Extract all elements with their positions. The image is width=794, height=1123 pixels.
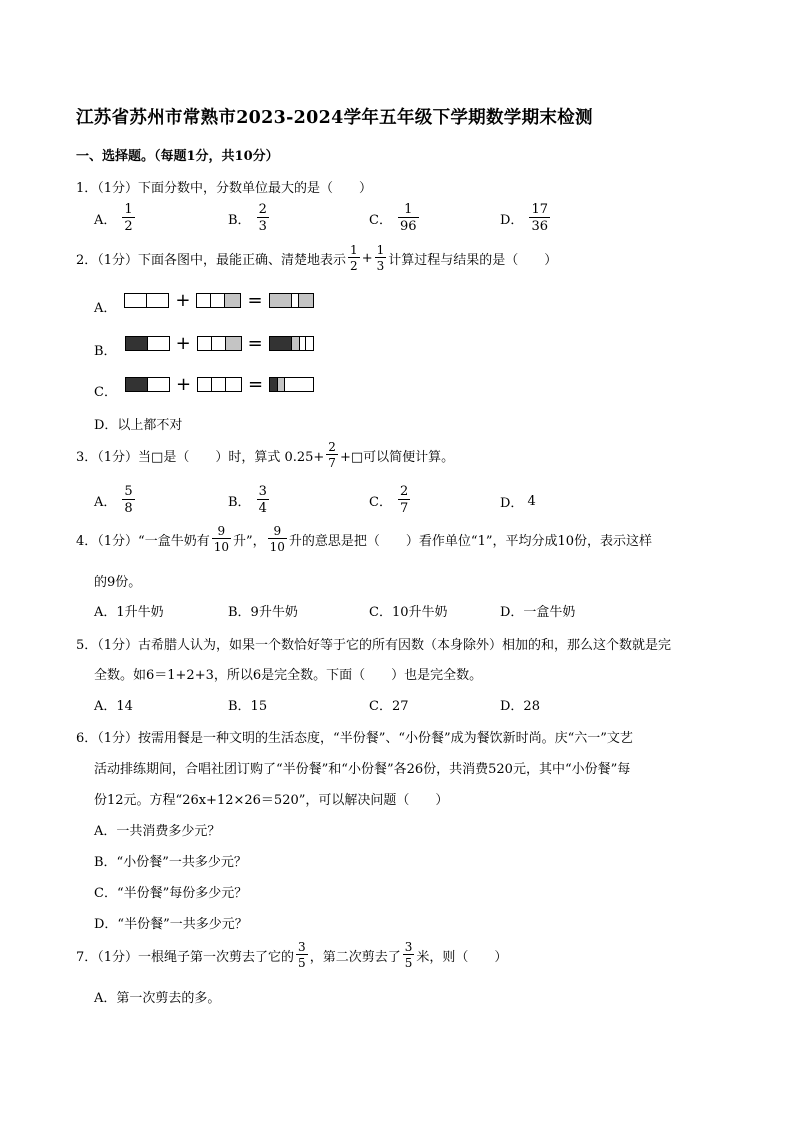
question-5-line1: 5．（1分）古希腊人认为，如果一个数恰好等于它的所有因数（本身除外）相加的和，那么这个数就是完: [76, 638, 672, 653]
q1-option-a[interactable]: A． $\frac{1}{2}$: [94, 202, 133, 234]
question-6-line1: 6．（1分）按需用餐是一种文明的生活态度，“半份餐”、“小份餐”成为餐饮新时尚。庆“六一”文艺: [76, 731, 633, 746]
q5-option-a[interactable]: A．14: [94, 699, 133, 714]
question-5-line2: 全数。如6＝1+2+3，所以6是完全数。下面（ ）也是完全数。: [94, 668, 483, 683]
q7-option-a[interactable]: A．第一次剪去的多。: [94, 991, 221, 1006]
question-4-line2: 的9份。: [94, 575, 142, 590]
q6-option-b[interactable]: B．“小份餐”一共多少元？: [94, 855, 247, 870]
result-bar: [269, 336, 314, 351]
q4-option-a[interactable]: A．1升牛奶: [94, 605, 164, 620]
section-heading: 一、选择题。（每题1分，共10分）: [76, 149, 279, 164]
half-bar: [124, 293, 169, 308]
page-title: 江苏省苏州市常熟市2023-2024学年五年级下学期数学期末检测: [76, 108, 593, 128]
fraction: $\frac{3}{5}$: [298, 940, 306, 970]
half-bar: [125, 377, 170, 392]
q1-option-d[interactable]: D． $\frac{17}{36}$: [500, 202, 548, 234]
fraction: $\frac{2}{3}$: [258, 202, 267, 234]
fraction: $\frac{1}{96}$: [399, 202, 417, 234]
q5-option-b[interactable]: B．15: [228, 699, 268, 714]
q4-option-c[interactable]: C．10升牛奶: [369, 605, 448, 620]
half-bar: [125, 336, 170, 351]
third-bar: [197, 377, 242, 392]
result-bar: [269, 293, 314, 308]
q3-option-d[interactable]: D． 4: [500, 494, 536, 511]
q2-option-a[interactable]: A． + =: [94, 290, 314, 311]
fraction: $\frac{1}{2}$: [350, 243, 358, 273]
third-bar: [197, 336, 242, 351]
q2-option-b[interactable]: B． + =: [94, 333, 314, 354]
third-bar: [196, 293, 241, 308]
q6-option-a[interactable]: A．一共消费多少元？: [94, 824, 221, 839]
q1-option-c[interactable]: C． $\frac{1}{96}$: [369, 202, 417, 234]
question-3-stem: 3．（1分）当□是（ ）时，算式 0.25+ $\frac{2}{7}$ +□可以简便计算。: [76, 440, 455, 470]
q2-option-c[interactable]: C． + =: [94, 374, 314, 395]
question-6-line2: 活动排练期间，合唱社团订购了“半份餐”和“小份餐”各26份，共消费520元，其中“小份餐”每: [94, 762, 631, 777]
fraction: $\frac{2}{7}$: [399, 484, 409, 516]
q5-option-c[interactable]: C．27: [369, 699, 409, 714]
fraction: $\frac{2}{7}$: [328, 440, 336, 470]
q3-option-c[interactable]: C． $\frac{2}{7}$: [369, 484, 409, 516]
q6-option-c[interactable]: C．“半份餐”每份多少元？: [94, 886, 248, 901]
fraction: $\frac{17}{36}$: [531, 202, 548, 234]
q4-option-d[interactable]: D．一盒牛奶: [500, 605, 576, 620]
question-7-stem: 7．（1分）一根绳子第一次剪去了它的 $\frac{3}{5}$ ，第二次剪去了 $\frac{3}{5}$ 米，则（ ）: [76, 940, 508, 970]
fraction: $\frac{9}{10}$: [213, 524, 229, 554]
result-bar: [269, 377, 314, 392]
fraction: $\frac{5}{8}$: [124, 484, 133, 516]
question-6-line3: 份12元。方程“26x+12×26＝520”，可以解决问题（ ）: [94, 793, 449, 808]
question-1-stem: 1．（1分）下面分数中，分数单位最大的是（ ）: [76, 181, 373, 196]
q3-option-a[interactable]: A． $\frac{5}{8}$: [94, 484, 133, 516]
question-4-stem: 4．（1分）“一盒牛奶有 $\frac{9}{10}$ 升”， $\frac{9}{10}$ 升的意思是把（ ）看作单位“1”，平均分成10份，表示这样: [76, 524, 653, 554]
q6-option-d[interactable]: D．“半份餐”一共多少元？: [94, 917, 248, 932]
q4-option-b[interactable]: B．9升牛奶: [228, 605, 298, 620]
fraction: $\frac{1}{3}$: [376, 243, 385, 273]
q1-option-b[interactable]: B． $\frac{2}{3}$: [228, 202, 267, 234]
fraction: $\frac{3}{5}$: [404, 940, 413, 970]
question-2-stem: 2．（1分）下面各图中，最能正确、清楚地表示 $\frac{1}{2}$ + $\frac{1}{3}$ 计算过程与结果的是（ ）: [76, 243, 558, 273]
fraction: $\frac{9}{10}$: [269, 524, 285, 554]
fraction: $\frac{3}{4}$: [258, 484, 267, 516]
q3-option-b[interactable]: B． $\frac{3}{4}$: [228, 484, 267, 516]
q2-option-d[interactable]: D．以上都不对: [94, 418, 183, 433]
fraction: $\frac{1}{2}$: [124, 202, 133, 234]
q5-option-d[interactable]: D．28: [500, 699, 540, 714]
